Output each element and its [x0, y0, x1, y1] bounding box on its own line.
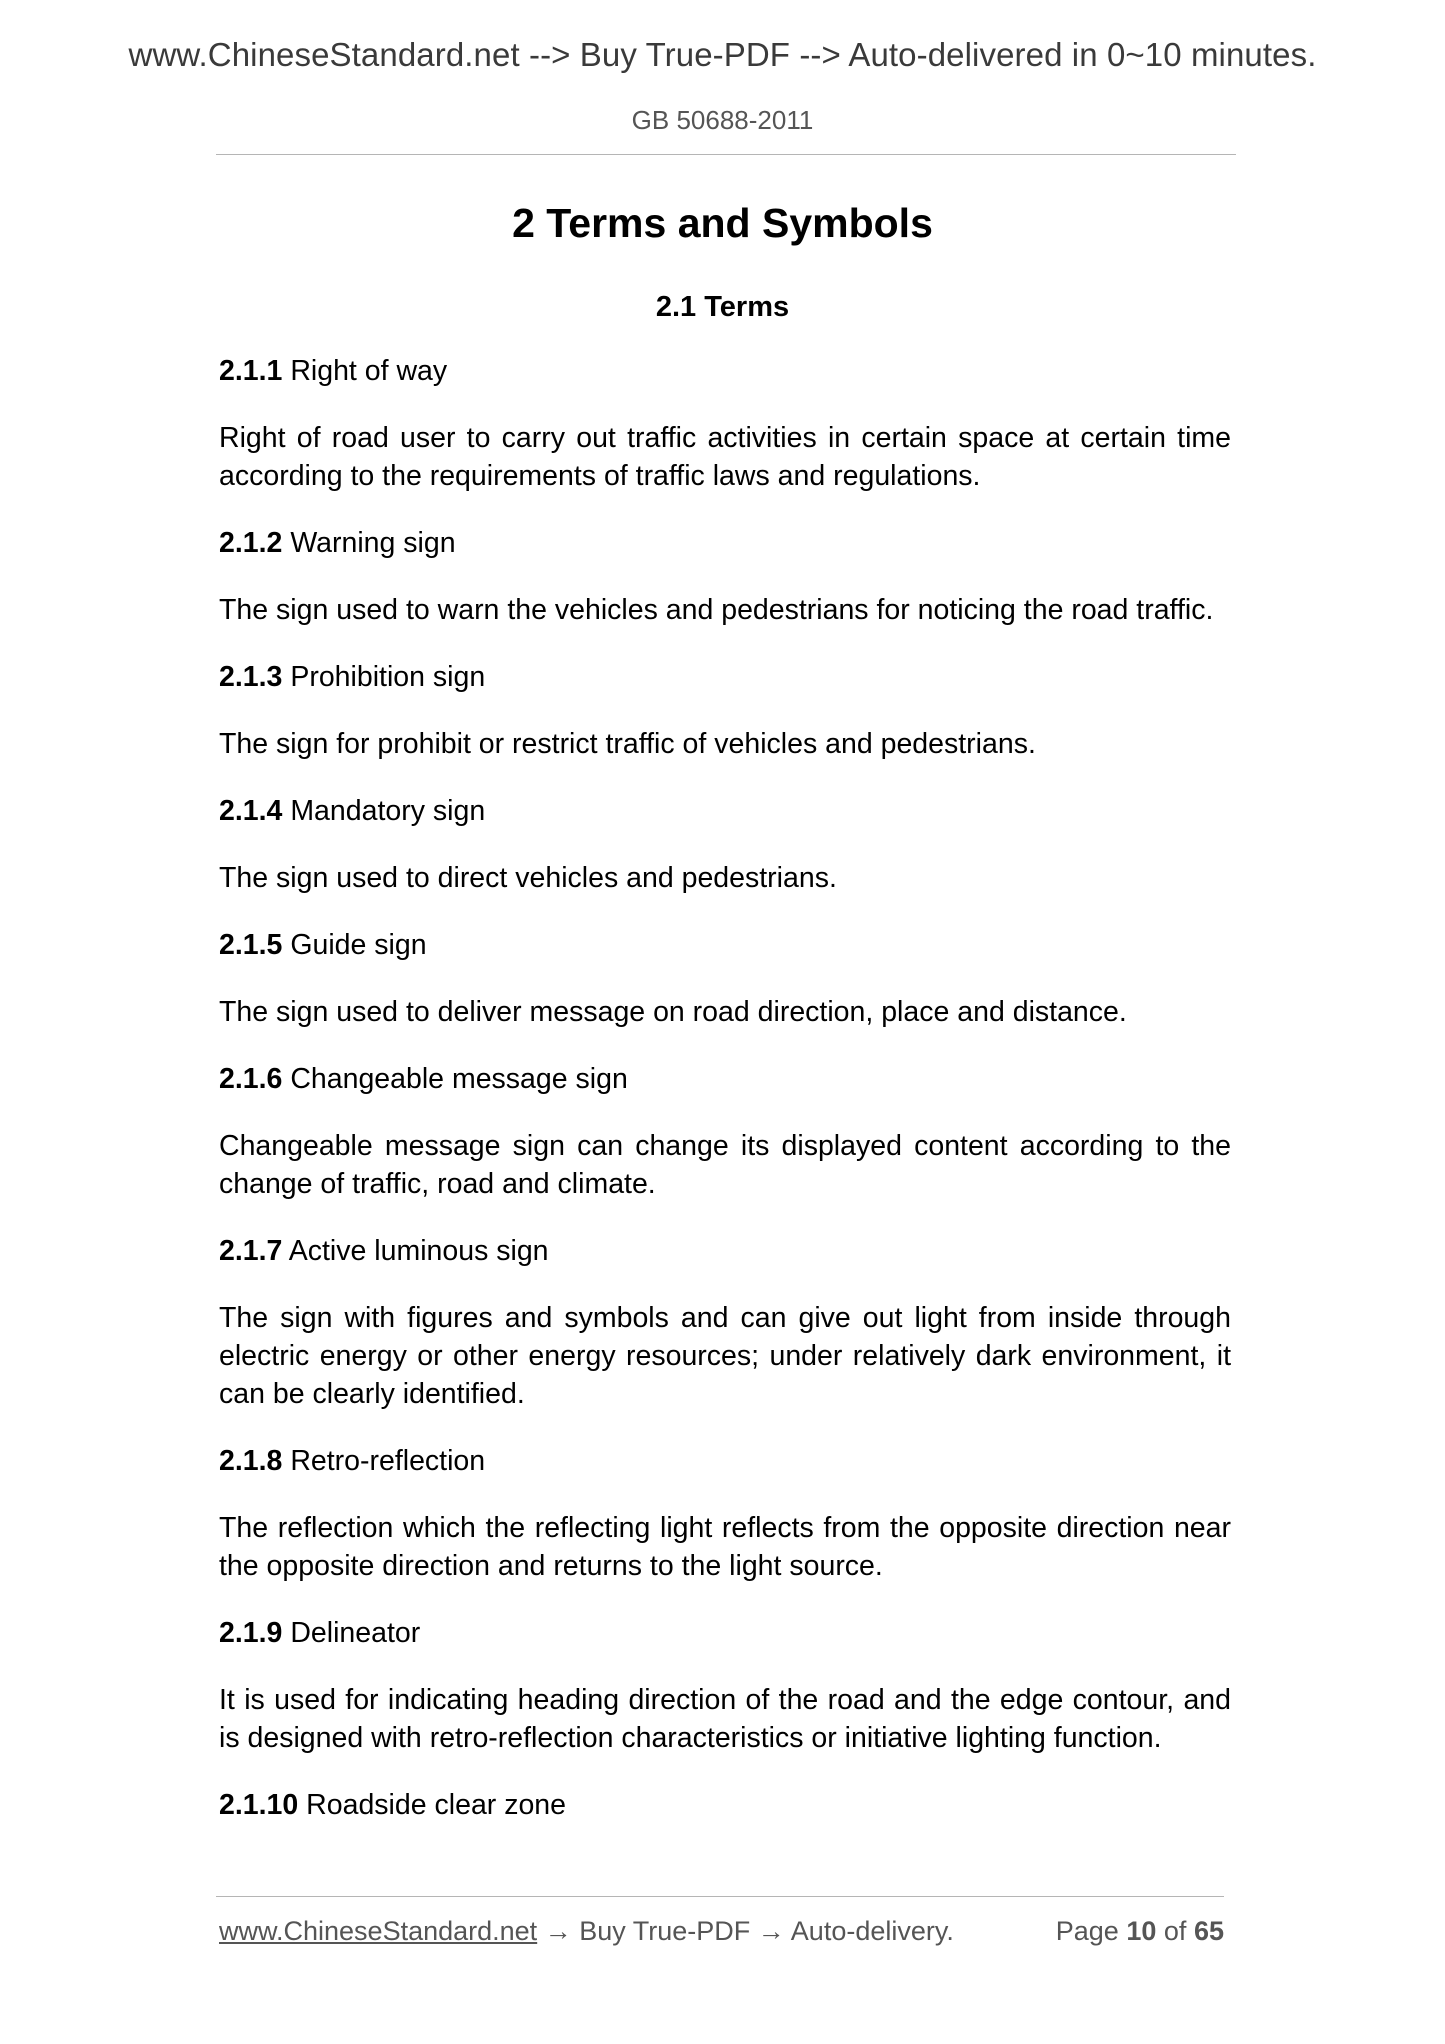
standard-number: GB 50688-2011	[631, 105, 814, 135]
header-divider	[216, 154, 1236, 155]
term-warning-sign	[219, 524, 1231, 629]
term-prohibition-sign	[219, 658, 1231, 763]
chapter-title: 2 Terms and Symbols	[512, 200, 933, 246]
term-number: 2.1.3	[219, 661, 283, 693]
term-heading	[219, 1442, 1231, 1480]
term-name: Right of way	[290, 355, 448, 387]
of-label: of	[1163, 1916, 1187, 1946]
term-name: Prohibition sign	[290, 661, 486, 693]
term-heading	[219, 1786, 1231, 1824]
term-retro-reflection	[219, 1442, 1231, 1585]
term-number: 2.1.8	[219, 1445, 283, 1477]
top-banner: www.ChineseStandard.net --> Buy True-PDF --> Auto-delivered in 0~10 minutes.	[128, 36, 1317, 73]
term-definition: The sign for prohibit or restrict traffic of vehicles and pedestrians.	[219, 728, 1036, 760]
term-heading	[219, 524, 1231, 562]
term-name: Warning sign	[290, 527, 456, 559]
term-heading	[219, 926, 1231, 964]
term-heading	[219, 1060, 1231, 1098]
term-mandatory-sign	[219, 792, 1231, 897]
footer-buy-text: Buy True-PDF	[579, 1916, 751, 1946]
term-number: 2.1.9	[219, 1617, 283, 1649]
term-active-luminous-sign	[219, 1232, 1231, 1413]
page-indicator	[1056, 1916, 1224, 1947]
term-name: Roadside clear zone	[306, 1789, 566, 1821]
term-heading	[219, 1614, 1231, 1652]
term-name: Retro-reflection	[290, 1445, 486, 1477]
arrow-right-icon: →	[757, 1916, 785, 1946]
term-right-of-way	[219, 352, 1231, 495]
term-definition: The sign used to direct vehicles and pedestrians.	[219, 862, 837, 894]
footer-delivery-text: Auto-delivery.	[790, 1916, 954, 1946]
term-definition: It is used for indicating heading direction of the road and the edge contour, and is designed with retro-reflection characteristics or initiative lighting function.	[219, 1684, 1231, 1754]
term-heading	[219, 792, 1231, 830]
term-heading	[219, 658, 1231, 696]
term-heading	[219, 352, 1231, 390]
term-delineator	[219, 1614, 1231, 1757]
term-guide-sign	[219, 926, 1231, 1031]
arrow-right-icon: →	[544, 1916, 572, 1946]
term-name: Mandatory sign	[290, 795, 486, 827]
term-number: 2.1.5	[219, 929, 283, 961]
section-title: 2.1 Terms	[655, 291, 790, 323]
current-page-number: 10	[1126, 1916, 1157, 1946]
term-number: 2.1.1	[219, 355, 283, 387]
term-changeable-message-sign	[219, 1060, 1231, 1203]
term-number: 2.1.6	[219, 1063, 283, 1095]
page-label: Page	[1055, 1916, 1119, 1946]
term-number: 2.1.4	[219, 795, 283, 827]
term-number: 2.1.2	[219, 527, 283, 559]
term-name: Guide sign	[290, 929, 427, 961]
term-heading	[219, 1232, 1231, 1270]
term-definition: Right of road user to carry out traffic activities in certain space at certain time according to the requirements of traffic laws and regulations.	[219, 422, 1231, 492]
term-definition: The sign with figures and symbols and can give out light from inside through electric energy or other energy resources; under relatively dark environment, it can be clearly identified.	[219, 1302, 1231, 1410]
page-footer	[219, 1916, 1224, 1947]
term-name: Active luminous sign	[288, 1235, 549, 1267]
total-pages: 65	[1193, 1916, 1224, 1946]
term-name: Changeable message sign	[290, 1063, 628, 1095]
term-name: Delineator	[290, 1617, 421, 1649]
term-definition: Changeable message sign can change its displayed content according to the change of traffic, road and climate.	[219, 1130, 1231, 1200]
term-number: 2.1.7	[219, 1235, 283, 1267]
term-roadside-clear-zone	[219, 1786, 1231, 1824]
footer-website-link[interactable]: www.ChineseStandard.net	[219, 1916, 538, 1946]
terms-list	[219, 352, 1231, 1853]
term-definition: The sign used to warn the vehicles and pedestrians for noticing the road traffic.	[219, 594, 1214, 626]
term-definition: The reflection which the reflecting light reflects from the opposite direction near the opposite direction and returns to the light source.	[219, 1512, 1231, 1582]
term-definition: The sign used to deliver message on road direction, place and distance.	[219, 996, 1127, 1028]
footer-divider	[216, 1896, 1224, 1897]
term-number: 2.1.10	[219, 1789, 299, 1821]
